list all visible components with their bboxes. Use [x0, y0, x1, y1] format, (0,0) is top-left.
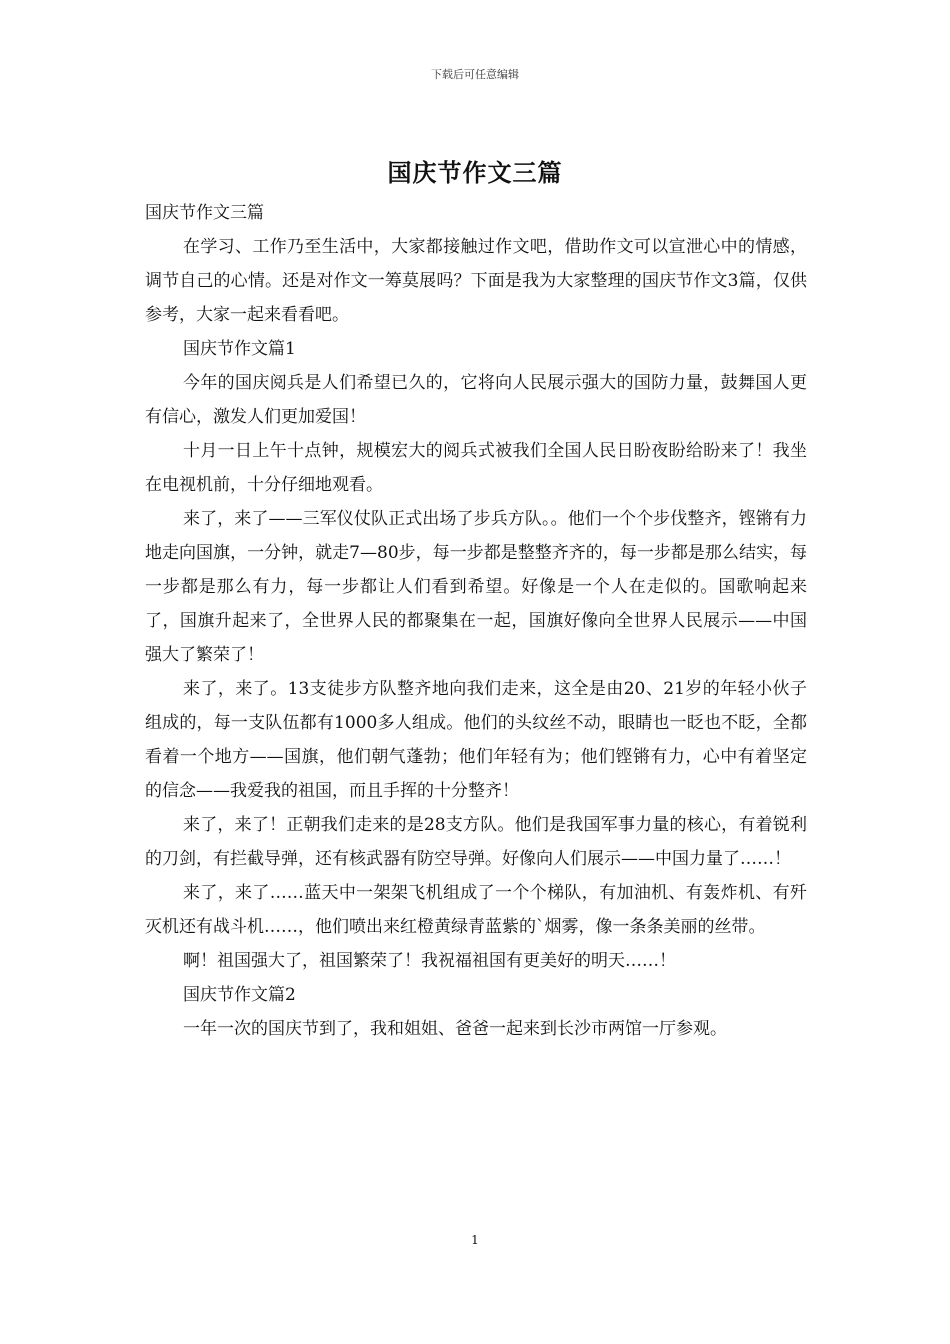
section-heading: 国庆节作文篇1: [183, 339, 296, 359]
document-body: [145, 196, 807, 1046]
paragraph: 来了，来了……蓝天中一架架飞机组成了一个个梯队，有加油机、有轰炸机、有歼灭机还有战斗机……，他们喷出来红橙黄绿青蓝紫的`烟雾，像一条条美丽的丝带。: [145, 883, 807, 937]
paragraph: 来了，来了！正朝我们走来的是28支方队。他们是我国军事力量的核心，有着锐利的刀剑，有拦截导弹，还有核武器有防空导弹。好像向人们展示——中国力量了……！: [145, 815, 807, 869]
paragraph: 十月一日上午十点钟，规模宏大的阅兵式被我们全国人民日盼夜盼给盼来了！我坐在电视机前，十分仔细地观看。: [145, 441, 807, 495]
page-number: 1: [471, 1233, 479, 1247]
document-title: 国庆节作文三篇: [387, 158, 563, 187]
paragraph: 在学习、工作乃至生活中，大家都接触过作文吧，借助作文可以宣泄心中的情感，调节自己的心情。还是对作文一筹莫展吗？下面是我为大家整理的国庆节作文3篇，仅供参考，大家一起来看看吧。: [145, 237, 807, 325]
page-header: 下载后可任意编辑: [431, 68, 519, 81]
paragraph: 来了，来了——三军仪仗队正式出场了步兵方队。。他们一个个步伐整齐，铿锵有力地走向国旗，一分钟，就走7—80步，每一步都是整整齐齐的，每一步都是那么结实，每一步都是那么有力，每一步都让人们看到希望。好像是一个人在走似的。国歌响起来了，国旗升起来了，全世界人民的都聚集在一起，国旗好像向全世界人民展示——中国强大了繁荣了！: [145, 509, 807, 665]
paragraph: 今年的国庆阅兵是人们希望已久的，它将向人民展示强大的国防力量，鼓舞国人更有信心，激发人们更加爱国！: [145, 373, 807, 427]
section-heading: 国庆节作文篇2: [183, 985, 296, 1005]
subtitle: 国庆节作文三篇: [145, 203, 264, 223]
paragraph: 来了，来了。13支徒步方队整齐地向我们走来，这全是由20、21岁的年轻小伙子组成的，每一支队伍都有1000多人组成。他们的头纹丝不动，眼睛也一眨也不眨，全都看着一个地方——国旗，他们朝气蓬勃；他们年轻有为；他们铿锵有力，心中有着坚定的信念——我爱我的祖国，而且手挥的十分整齐！: [145, 679, 807, 801]
paragraph: 一年一次的国庆节到了，我和姐姐、爸爸一起来到长沙市两馆一厅参观。: [183, 1019, 727, 1039]
paragraph: 啊！祖国强大了，祖国繁荣了！我祝福祖国有更美好的明天……！: [183, 951, 676, 971]
